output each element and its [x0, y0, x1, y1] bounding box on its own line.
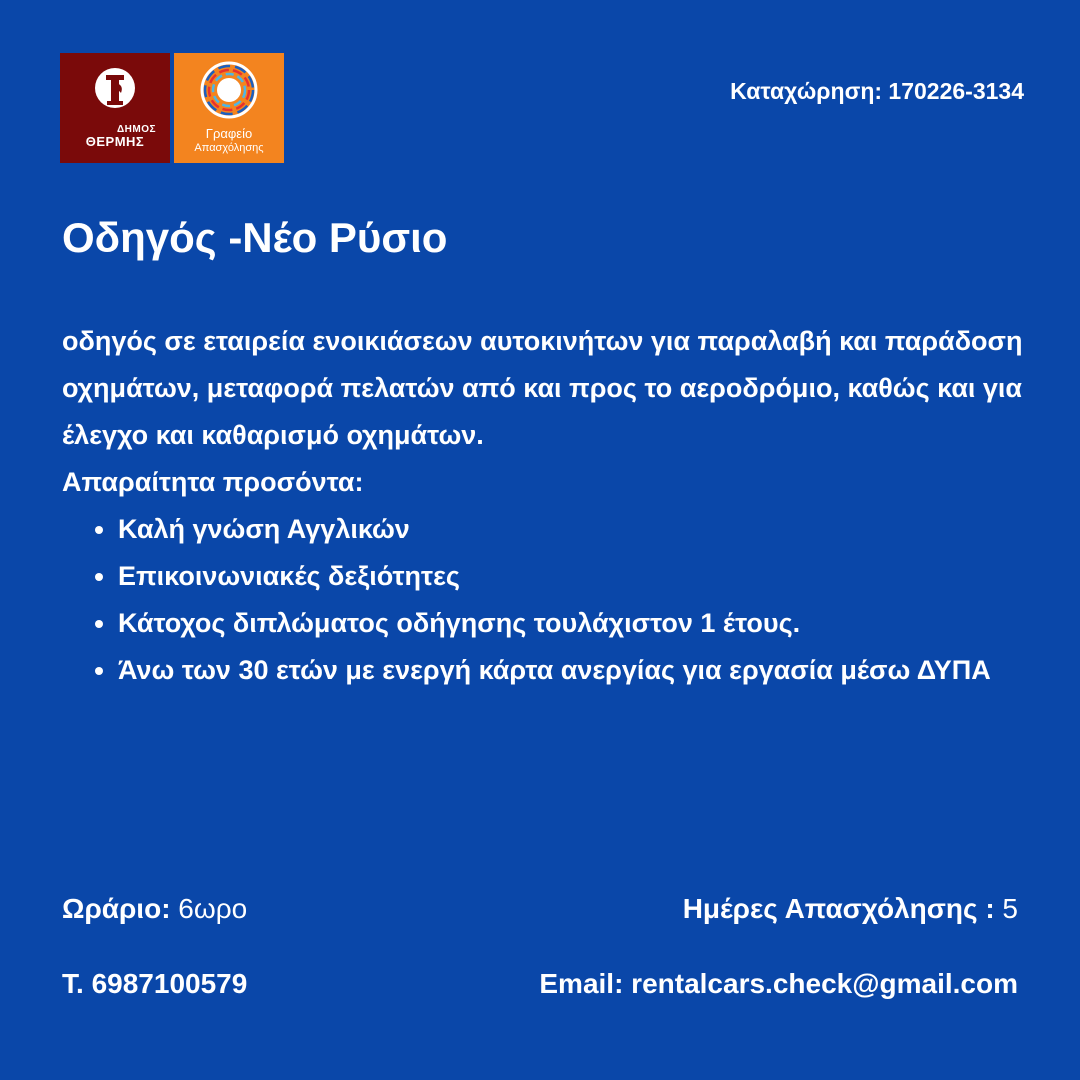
requirements-heading: Απαραίτητα προσόντα: [62, 467, 364, 497]
contact-row [62, 968, 1018, 1000]
requirements-list [62, 506, 1032, 694]
schedule [62, 893, 247, 925]
schedule-row [62, 893, 1018, 925]
employment-office-logo [174, 53, 284, 163]
schedule-value: 6ωρο [178, 893, 248, 924]
work-days-label: Ημέρες Απασχόλησης : [682, 893, 995, 924]
job-title: Οδηγός -Νέο Ρύσιο [62, 214, 448, 261]
municipality-label-small: ΔΗΜΟΣ [116, 124, 156, 135]
requirement-item: • Κάτοχος διπλώματος οδήγησης τουλάχιστον 1 έτους. [118, 600, 1032, 647]
office-label-line2: Απασχόλησης [194, 142, 264, 154]
rings-icon [199, 59, 259, 121]
job-description: οδηγός σε εταιρεία ενοικιάσεων αυτοκινήτων για παραλαβή και παράδοση οχημάτων, μεταφορά πελατών από και προς το αεροδρόμιο, καθώς και για έλεγχο και καθαρισμό οχημάτων. [62, 326, 1023, 450]
work-days-value: 5 [1002, 893, 1018, 924]
requirement-item: • Άνω των 30 ετών με ενεργή κάρτα ανεργίας για εργασία μέσω ΔΥΠΑ [118, 647, 1032, 694]
phone-number: Τ. 6987100579 [62, 968, 248, 999]
municipality-emblem-icon [94, 67, 136, 119]
registration-number: Καταχώρηση: 170226-3134 [730, 78, 1024, 104]
job-content [62, 318, 1032, 694]
requirement-item: • Επικοινωνιακές δεξιότητες [118, 553, 1032, 600]
office-label-line1: Γραφείο [205, 126, 253, 141]
work-days [683, 893, 1018, 925]
municipality-logo [60, 53, 170, 163]
municipality-label: ΘΕΡΜΗΣ [85, 134, 145, 149]
schedule-label: Ωράριο: [62, 893, 171, 924]
requirement-item: • Καλή γνώση Αγγλικών [118, 506, 1032, 553]
logos [60, 53, 284, 163]
email-address: Email: rentalcars.check@gmail.com [539, 968, 1018, 999]
